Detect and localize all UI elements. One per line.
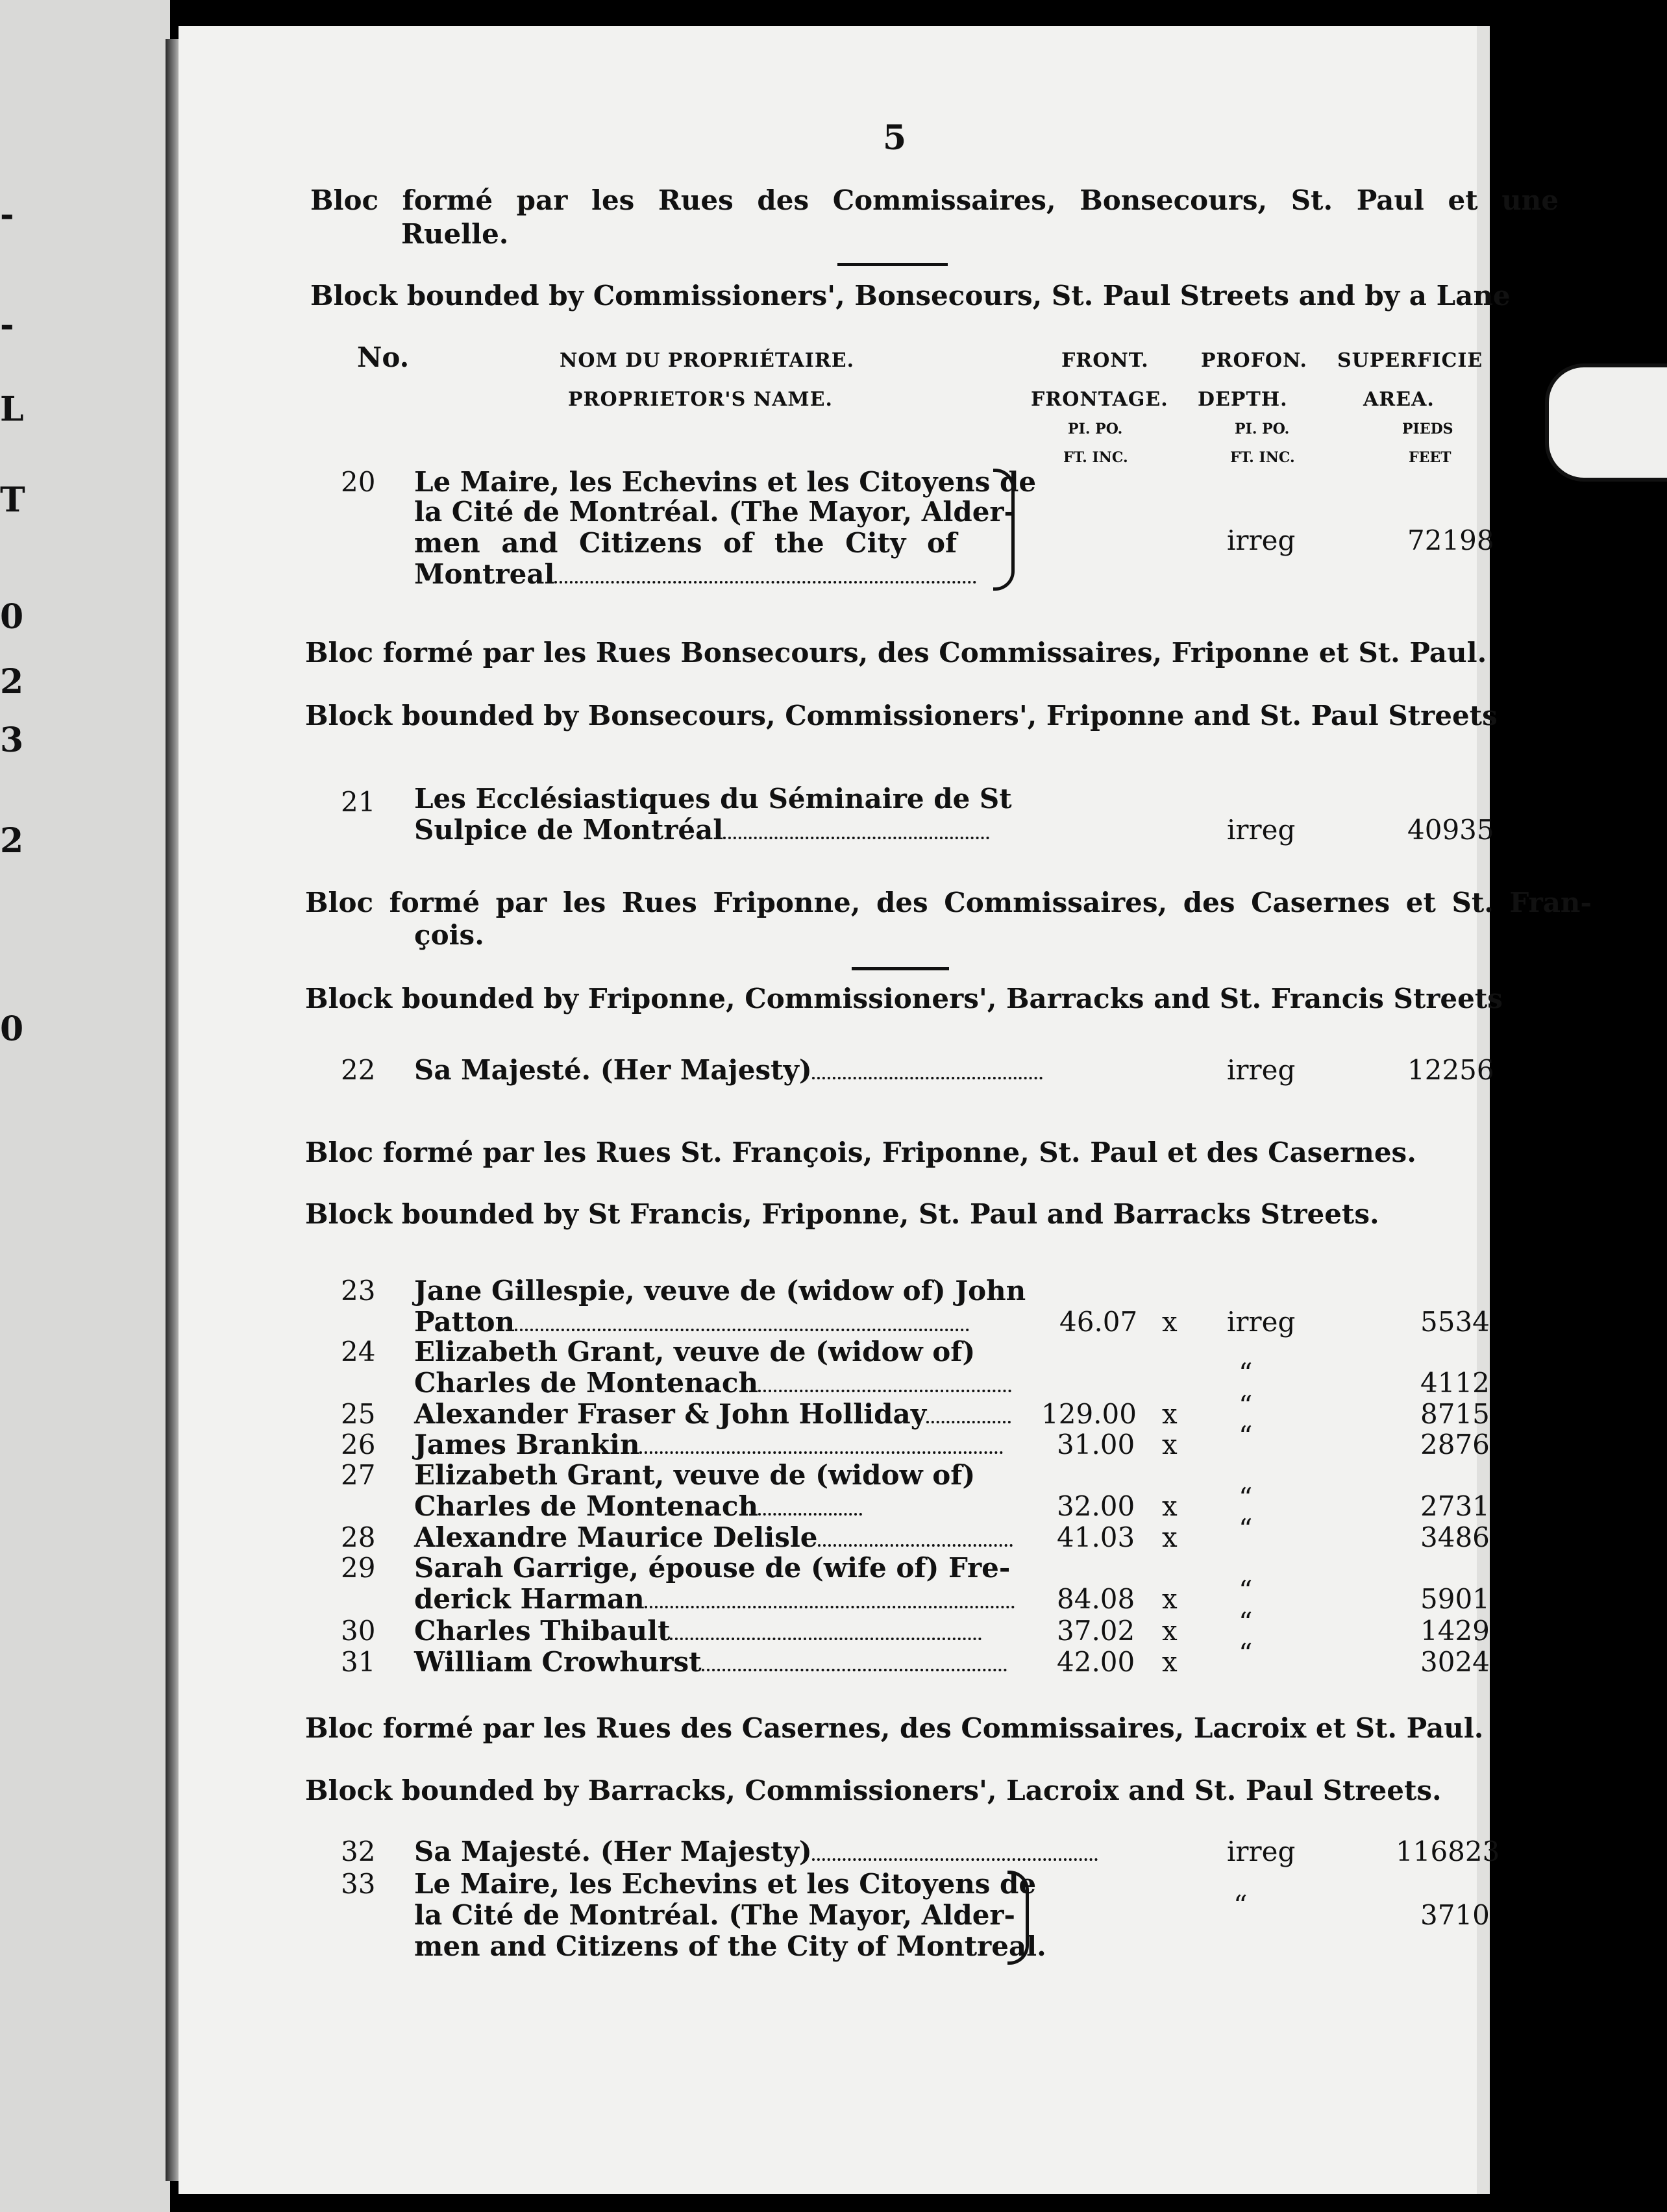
proprietor-name: Charles Thibault (414, 1617, 982, 1645)
separator-rule (837, 263, 948, 266)
col-front-unit-fr: PI. PO. (1068, 421, 1123, 437)
proprietor-name: Sulpice de Montréal (414, 817, 989, 844)
col-front-header-en: FRONTAGE. (1031, 388, 1168, 411)
frontage-value: 46.07 (1059, 1306, 1138, 1338)
col-area-header-fr: SUPERFICIE (1337, 349, 1483, 372)
area-value: 2731 (1420, 1490, 1490, 1522)
by-mark: x (1162, 1306, 1178, 1338)
col-front-header-fr: FRONT. (1061, 349, 1149, 372)
entry-number: 28 (341, 1521, 376, 1553)
frontage-value: 37.02 (1057, 1615, 1135, 1647)
area-value: 1429 (1420, 1615, 1490, 1647)
by-mark: x (1162, 1521, 1178, 1553)
proprietor-name: Alexander Fraser & John Holliday (414, 1401, 1011, 1428)
depth-value: “ (1239, 1606, 1253, 1638)
proprietor-name: William Crowhurst (414, 1649, 1007, 1676)
entry-number: 22 (341, 1054, 376, 1086)
area-value: 72198 (1407, 524, 1494, 556)
entry-number: 24 (341, 1336, 376, 1368)
entry-number: 33 (341, 1868, 376, 1900)
col-name-header-en: PROPRIETOR'S NAME. (568, 388, 833, 411)
depth-value: “ (1239, 1575, 1253, 1606)
col-name-header-fr: NOM DU PROPRIÉTAIRE. (560, 349, 855, 372)
entry-number: 20 (341, 466, 376, 498)
block-heading-fr: Bloc formé par les Rues des Commissaires, Bonsecours, St. Paul et une (310, 184, 1559, 216)
block-heading-en: Block bounded by Barracks, Commissioners', Lacroix and St. Paul Streets. (305, 1775, 1442, 1806)
col-area-header-en: AREA. (1363, 388, 1435, 411)
separator-rule (852, 967, 949, 970)
area-value: 40935 (1407, 814, 1494, 846)
col-front-unit-en: FT. INC. (1063, 449, 1128, 466)
area-value: 116823 (1396, 1836, 1500, 1867)
proprietor-name: Sa Majesté. (Her Majesty) (414, 1838, 1098, 1865)
area-value: 5534 (1420, 1306, 1490, 1338)
frontage-value: 41.03 (1057, 1521, 1135, 1553)
col-area-unit-en: FEET (1409, 449, 1451, 466)
block-heading-fr: Bloc formé par les Rues Friponne, des Commissaires, des Casernes et St. Fran- (305, 887, 1592, 918)
proprietor-name: Le Maire, les Echevins et les Citoyens de (414, 466, 1037, 498)
frontage-value: 31.00 (1057, 1429, 1135, 1460)
proprietor-name: Elizabeth Grant, veuve de (widow of) (414, 1336, 976, 1368)
entry-number: 26 (341, 1429, 376, 1460)
depth-value: “ (1239, 1638, 1253, 1669)
depth-value: “ (1233, 1889, 1248, 1921)
brace (1007, 1871, 1029, 1965)
depth-value: irreg (1227, 1054, 1296, 1086)
block-heading-en: Block bounded by St Francis, Friponne, St. Paul and Barracks Streets. (305, 1198, 1379, 1230)
col-area-unit-fr: PIEDS (1402, 421, 1453, 437)
block-heading-fr: Bloc formé par les Rues des Casernes, des Commissaires, Lacroix et St. Paul. (305, 1712, 1484, 1744)
facing-page-mark: T (0, 480, 25, 520)
proprietor-name: la Cité de Montréal. (The Mayor, Alder- (414, 496, 1015, 528)
proprietor-name: Les Ecclésiastiques du Séminaire de St (414, 783, 1012, 815)
proprietor-name: Charles de Montenach (414, 1370, 1011, 1397)
proprietor-name: Montreal (414, 561, 976, 588)
page-number: 5 (883, 118, 907, 158)
entry-number: 29 (341, 1552, 376, 1584)
by-mark: x (1162, 1646, 1178, 1678)
area-value: 3024 (1420, 1646, 1490, 1678)
proprietor-name: Sarah Garrige, épouse de (wife of) Fre- (414, 1552, 1011, 1584)
proprietor-name: la Cité de Montréal. (The Mayor, Alder- (414, 1899, 1015, 1931)
entry-number: 31 (341, 1646, 376, 1678)
col-depth-header-en: DEPTH. (1198, 388, 1288, 411)
proprietor-name: James Brankin (414, 1431, 1003, 1458)
proprietor-name: men and Citizens of the City of (414, 527, 957, 559)
block-heading-en: Block bounded by Bonsecours, Commissioners', Friponne and St. Paul Streets (305, 700, 1498, 731)
area-value: 12256 (1407, 1054, 1494, 1086)
facing-page-mark: 2 (0, 821, 24, 861)
block-heading-fr: Bloc formé par les Rues Bonsecours, des Commissaires, Friponne et St. Paul. (305, 637, 1487, 669)
entry-number: 27 (341, 1459, 376, 1491)
depth-value: irreg (1227, 1306, 1296, 1338)
proprietor-name: derick Harman (414, 1586, 1015, 1613)
depth-value: “ (1239, 1482, 1253, 1514)
facing-page-mark: - (0, 305, 14, 345)
col-depth-unit-fr: PI. PO. (1235, 421, 1290, 437)
depth-value: irreg (1227, 1836, 1296, 1867)
by-mark: x (1162, 1398, 1178, 1430)
col-no-header: No. (357, 341, 410, 373)
block-heading-fr-cont: Ruelle. (401, 218, 509, 250)
frontage-value: 42.00 (1057, 1646, 1135, 1678)
area-value: 5901 (1420, 1583, 1490, 1615)
brace (993, 469, 1015, 591)
block-heading-en: Block bounded by Friponne, Commissioners', Barracks and St. Francis Streets (305, 983, 1503, 1014)
by-mark: x (1162, 1429, 1178, 1460)
depth-value: “ (1239, 1513, 1253, 1545)
depth-value: irreg (1227, 524, 1296, 556)
by-mark: x (1162, 1615, 1178, 1647)
block-heading-fr-cont: çois. (414, 919, 484, 951)
entry-number: 21 (341, 786, 376, 818)
facing-page-mark: 0 (0, 1009, 24, 1049)
frontage-value: 84.08 (1057, 1583, 1135, 1615)
proprietor-name: Le Maire, les Echevins et les Citoyens de (414, 1868, 1037, 1900)
proprietor-name: Charles de Montenach (414, 1493, 862, 1520)
area-value: 3486 (1420, 1521, 1490, 1553)
facing-page-mark: L (0, 389, 24, 429)
area-value: 8715 (1420, 1398, 1490, 1430)
depth-value: “ (1239, 1420, 1253, 1452)
entry-number: 25 (341, 1398, 376, 1430)
area-value: 2876 (1420, 1429, 1490, 1460)
entry-number: 30 (341, 1615, 376, 1647)
entry-number: 23 (341, 1275, 376, 1307)
proprietor-name: Alexandre Maurice Delisle (414, 1524, 1013, 1551)
depth-value: irreg (1227, 814, 1296, 846)
area-value: 4112 (1420, 1367, 1490, 1399)
block-heading-fr: Bloc formé par les Rues St. François, Friponne, St. Paul et des Casernes. (305, 1137, 1416, 1168)
frontage-value: 129.00 (1041, 1398, 1137, 1430)
facing-page-mark: 0 (0, 597, 24, 637)
block-heading-en: Block bounded by Commissioners', Bonsecours, St. Paul Streets and by a Lane (310, 280, 1511, 312)
proprietor-name: Patton (414, 1309, 969, 1336)
facing-page-mark: - (0, 195, 14, 234)
area-value: 3710 (1420, 1899, 1490, 1931)
depth-value: “ (1239, 1357, 1253, 1389)
proprietor-name: Elizabeth Grant, veuve de (widow of) (414, 1459, 976, 1491)
by-mark: x (1162, 1490, 1178, 1522)
facing-page-edge (0, 0, 170, 2212)
col-depth-unit-en: FT. INC. (1230, 449, 1295, 466)
frontage-value: 32.00 (1057, 1490, 1135, 1522)
by-mark: x (1162, 1583, 1178, 1615)
proprietor-name: Jane Gillespie, veuve de (widow of) John (414, 1275, 1026, 1307)
facing-page-mark: 2 (0, 662, 24, 702)
proprietor-name: men and Citizens of the City of Montreal. (414, 1930, 1046, 1962)
entry-number: 32 (341, 1836, 376, 1867)
depth-value: “ (1239, 1390, 1253, 1421)
col-depth-header-fr: PROFON. (1201, 349, 1308, 372)
proprietor-name: Sa Majesté. (Her Majesty) (414, 1057, 1043, 1084)
facing-page-mark: 3 (0, 720, 24, 760)
page-tab (1545, 363, 1667, 482)
